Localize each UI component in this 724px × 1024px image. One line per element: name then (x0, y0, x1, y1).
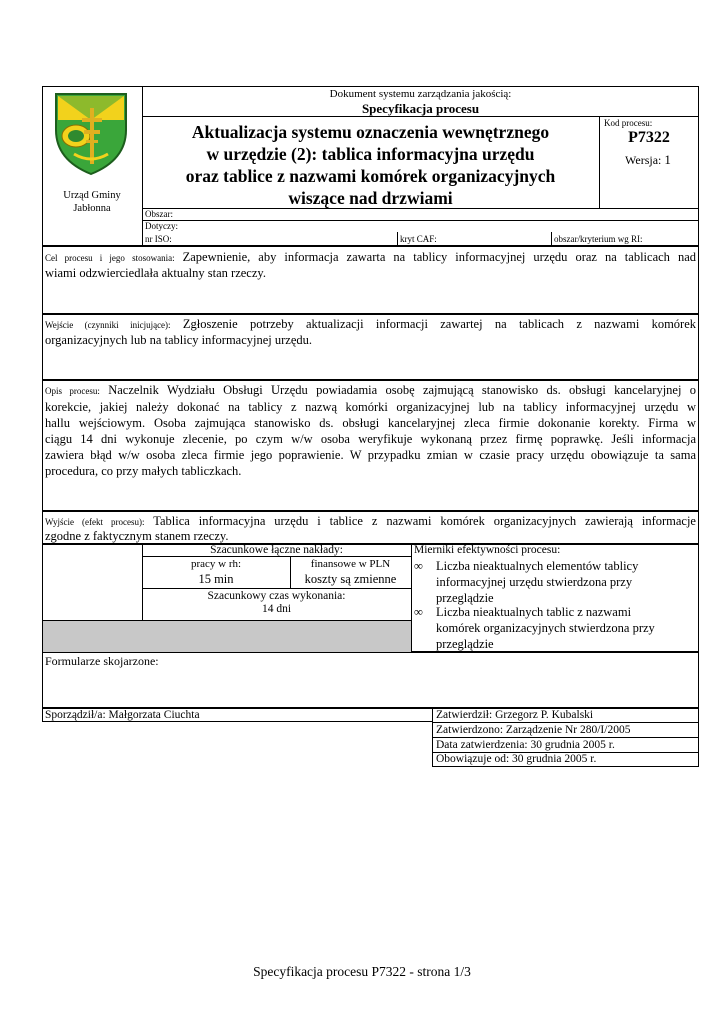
page-footer: Specyfikacja procesu P7322 - strona 1/3 (253, 964, 471, 979)
metric-item: ∞ Liczba nieaktualnych elementów tablicy informacyjnej urzędu stwierdzona przy przeglądzie (414, 559, 639, 605)
municipality-name: Urząd Gminy Jabłonna (63, 190, 121, 214)
description-text: Opis procesu: Naczelnik Wydziału Obsługi Urzędu powiadamia osobę zajmującą stanowisko ds. obsługi kancelaryjnej o korekcie, jakiej należy dokonać na tablicy z nazwą komórki organizacyjnej lub na tablicy informacyjnej urzędu w hallu wejściowym. Osoba zajmująca stanowisko ds. obsługi kancelaryjnej zleca firmie dokonanie korekty. Firma w ciągu 14 dni wykonuje zlecenie, po czym w/w osoba weryfikuje wykonaną przez firmę poprawkę. Jeśli informacja zawiera błąd w/w osoba zleca firmie jego poprawienie. W przypadku zmian w czasie pracy urzędu obowiązuje ta sama procedura, co przy małych tabliczkach. (45, 383, 697, 478)
forms-label: Formularze skojarzone: (45, 654, 159, 668)
area-label: Obszar: (145, 209, 173, 219)
doc-type-title: Specyfikacja procesu (361, 101, 480, 116)
version-label: Wersja: (625, 153, 662, 167)
goal-label: Cel procesu i jego stosowania: (45, 253, 175, 263)
time-label: Szacunkowy czas wykonania: (207, 590, 346, 602)
approved-by: Zatwierdził: Grzegorz P. Kubalski (436, 709, 594, 721)
process-code: P7322 (628, 129, 670, 146)
caf-label: kryt CAF: (400, 234, 437, 244)
infinity-bullet-icon: ∞ (414, 605, 423, 619)
goal-text: Cel procesu i jego stosowania: Zapewnienie, aby informacja zawarta na tablicy informacyjnej urzędu oraz na tablicach nad (45, 250, 696, 264)
input-label: Wejście (czynniki inicjujące): (45, 320, 171, 330)
input-text: Wejście (czynniki inicjujące): Zgłoszenie potrzeby aktualizacji informacji zawartej na tablicach z nazwami komórek (45, 317, 697, 331)
process-title: Aktualizacja systemu oznaczenia wewnętrznego w urzędzie (2): tablica informacyjna urzędu oraz tablice z nazwami komórek organizacyjnych wiszące nad drzwiami (185, 122, 556, 208)
description-label: Opis procesu: (45, 386, 100, 396)
output-text-cont: zgodne z faktycznym stanem rzeczy. (45, 529, 229, 543)
infinity-bullet-icon: ∞ (414, 559, 423, 573)
approved-with: Zatwierdzono: Zarządzenie Nr 280/I/2005 (436, 724, 631, 736)
output-label: Wyjście (efekt procesu): (45, 517, 145, 527)
concerns-label: Dotyczy: (145, 221, 178, 231)
version-block (625, 152, 671, 168)
approval-date: Data zatwierdzenia: 30 grudnia 2005 r. (436, 739, 615, 751)
iso-label: nr ISO: (145, 234, 172, 244)
coat-of-arms-logo (52, 90, 130, 176)
process-code-label: Kod procesu: (604, 118, 653, 128)
finance-label: finansowe w PLN (310, 558, 391, 570)
metrics-label: Mierniki efektywności procesu: (414, 544, 561, 556)
prepared-by: Sporządził/a: Małgorzata Ciuchta (45, 709, 200, 721)
gray-cell (43, 621, 411, 652)
input-text-cont: organizacyjnych lub na tablicy informacyjnej urzędu. (45, 333, 313, 347)
total-costs-label: Szacunkowe łączne nakłady: (210, 544, 343, 556)
metric-item: ∞ Liczba nieaktualnych tablic z nazwami komórek organizacyjnych stwierdzona przy przeglądzie (414, 605, 655, 651)
effective-from: Obowiązuje od: 30 grudnia 2005 r. (436, 753, 597, 765)
doc-system-label: Dokument systemu zarządzania jakością: (329, 88, 512, 100)
time-value: 14 dni (261, 603, 292, 615)
goal-text-cont: wiami odzwierciedlała aktualny stan rzeczy. (45, 266, 266, 280)
finance-value: koszty są zmienne (304, 572, 397, 586)
work-label: pracy w rh: (190, 558, 242, 570)
ri-label: obszar/kryterium wg RI: (554, 234, 643, 244)
output-text: Wyjście (efekt procesu): Tablica informacyjna urzędu i tablice z nazwami komórek organizacyjnych zawierają informacje (45, 514, 696, 528)
version-value: 1 (664, 152, 671, 167)
work-value: 15 min (198, 572, 234, 586)
